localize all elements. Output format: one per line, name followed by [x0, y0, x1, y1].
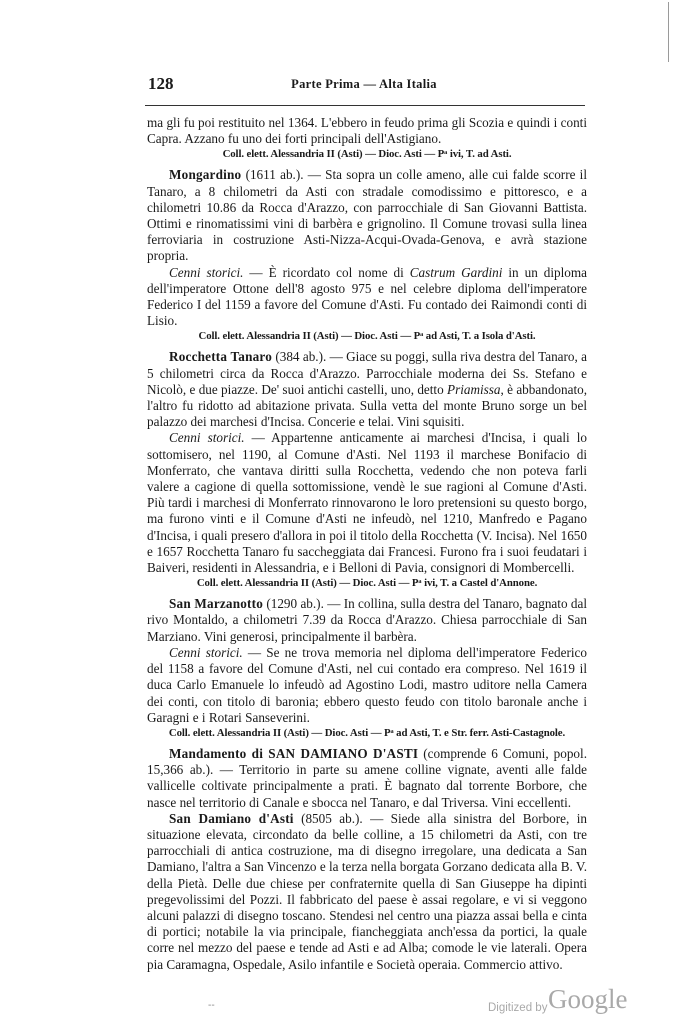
entry-rocchetta-tanaro: Rocchetta Tanaro (384 ab.). — Giace su poggi, sulla riva destra del Tanaro, a 5 chilometri circa da Rocca d'Arazzo. Parrocchiale moderna dei Ss. Stefano e Nicolò, e due piazze. De' suoi antichi castelli, uno, detto Priamissa, è abbandonato, l'altro fu ridotto ad abitazione privata. Sulla vetta del monte Bruno sorge un bel palazzo dei marchesi d'Incisa. Concerie e telai. Vini squisiti. [147, 349, 588, 430]
body-text [147, 115, 587, 973]
digitized-label: Digitized by [488, 1002, 548, 1014]
bottom-mark: -- [208, 1000, 215, 1011]
entry-name: Mandamento di SAN DAMIANO D'ASTI [169, 745, 419, 761]
entry-name: San Marzanotto [169, 596, 264, 612]
entry-mandamento-san-damiano: Mandamento di SAN DAMIANO D'ASTI (comprende 6 Comuni, popol. 15,366 ab.). — Territorio in parte su amene colline vignate, aventi alle falde vallicelle coltivate principalmente a prati. È bagnato dal torrente Borbore, che nasce nel territorio di Canale e sbocca nel Tanaro, e dal Triversa. Vini eccellenti. [147, 745, 587, 810]
running-head: Parte Prima — Alta Italia [291, 77, 437, 91]
cenni-storici-mongardino: Cenni storici. — È ricordato col nome di Castrum Gardini in un diploma dell'imperatore Ottone dell'8 agosto 975 e nel celebre diploma dell'imperatore Federico I del 1159 a favore del Comune d'Asti. Fu contado dei Raimondi conti di Lisio. [147, 264, 587, 329]
entry-name: Mongardino [169, 167, 242, 183]
admin-footnote: Coll. elett. Alessandria II (Asti) — Dioc. Asti — Pᵃ ad Asti, T. e Str. ferr. Asti-Castagnole. [168, 726, 566, 739]
header-rule [145, 105, 585, 106]
scan-edge-mark [668, 2, 669, 62]
google-logo: Google [548, 984, 628, 1014]
cenni-storici-rocchetta: Cenni storici. — Appartenne anticamente ai marchesi d'Incisa, i quali lo sottomisero, nel 1190, al Comune d'Asti. Nel 1193 il marchese Bonifacio di Monferrato, che vantava diritti sulla Rocchetta, vedendo che non poteva farli valere a cagione di quella sottomissione, vendè le sue ragioni al Comune d'Asti. Più tardi i marchesi di Monferrato rinnovarono le loro pretensioni su questo borgo, ma furono vinti e il Comune d'Asti ne infeudò, nel 1210, Manfredo e Pagano d'Incisa, i quali presero d'allora in poi il titolo della Rocchetta (V. Incisa). Nel 1650 e 1657 Rocchetta Tanaro fu saccheggiata dai Francesi. Furono fra i suoi feudatari i Baiveri, residenti in Alessandria, e i Belloni di Pavia, consignori di Mombercelli. [147, 430, 587, 576]
entry-name: Rocchetta Tanaro [169, 349, 273, 365]
entry-san-marzanotto: San Marzanotto (1290 ab.). — In collina, sulla destra del Tanaro, bagnato dal rivo Montaldo, a chilometri 7.39 da Rocca d'Arazzo. Chiesa parrocchiale di San Marziano. Vini generosi, principalmente il barbèra. [147, 596, 587, 644]
admin-footnote: Coll. elett. Alessandria II (Asti) — Dioc. Asti — Pᵃ ad Asti, T. a Isola d'Asti. [198, 330, 536, 343]
entry-mongardino: Mongardino (1611 ab.). — Sta sopra un colle ameno, alle cui falde scorre il Tanaro, a 8 chilometri da Asti con stradale comodissimo e pittoresco, e a chilometri 10.86 da Rocca d'Arazzo, con parrocchiale di San Giovanni Battista. Ottimi e rinomatissimi vini di barbèra e grignolino. Il Comune trovasi sulla linea ferroviaria in costruzione Asti-Nizza-Acqui-Ovada-Genova, e avrà stazione propria. [147, 167, 587, 264]
admin-footnote: Coll. elett. Alessandria II (Asti) — Dioc. Asti — Pᵃ ivi, T. a Castel d'Annone. [196, 577, 538, 590]
cenni-storici-marzanotto: Cenni storici. — Se ne trova memoria nel diploma dell'imperatore Federico del 1158 a favore del Comune d'Asti, nel cui contado era compreso. Nel 1619 il duca Carlo Emanuele lo infeudò ad Agostino Lodi, mastro uditore nella Camera dei conti, con titolo di baronia; ebbero questo feudo con titolo baronale anche i Garagni e i Rotari Sanseverini. [147, 644, 587, 725]
page-number: 128 [148, 74, 174, 93]
page-header [140, 74, 588, 96]
entry-san-damiano: San Damiano d'Asti (8505 ab.). — Siede alla sinistra del Borbore, in situazione elevata, circondato da belle colline, a 15 chilometri da Asti, con tre parrocchiali di antica costruzione, ma di disegno irregolare, una dedicata a San Damiano, l'altra a San Vincenzo e la terza nella borgata Gorzano dedicata alla B. V. della Pietà. Delle due chiese per confraternite quella di San Giuseppe ha dipinti pregevolissimi del Pozzi. Il fabbricato del paese è assai regolare, e vi si veggono alcuni palazzi di disegno toscano. Stendesi nel centro una piazza assai bella e cinta di portici; notabile la via principale, fiancheggiata anch'essa da portici, la quale corre nel mezzo del paese e tende ad Asti e ad Alba; comode le vie laterali. Opera pia Caramagna, Ospedale, Asilo infantile e Società operaia. Commercio attivo. [147, 810, 587, 972]
admin-footnote: Coll. elett. Alessandria II (Asti) — Dioc. Asti — Pᵃ ivi, T. ad Asti. [222, 148, 512, 161]
entry-name: San Damiano d'Asti [169, 810, 294, 826]
digitized-by-google-watermark [488, 984, 648, 1020]
continuation-paragraph: ma gli fu poi restituito nel 1364. L'ebbero in feudo prima gli Scozia e quindi i conti Capra. Azzano fu uno dei forti principali dell'Astigiano. [147, 115, 587, 147]
